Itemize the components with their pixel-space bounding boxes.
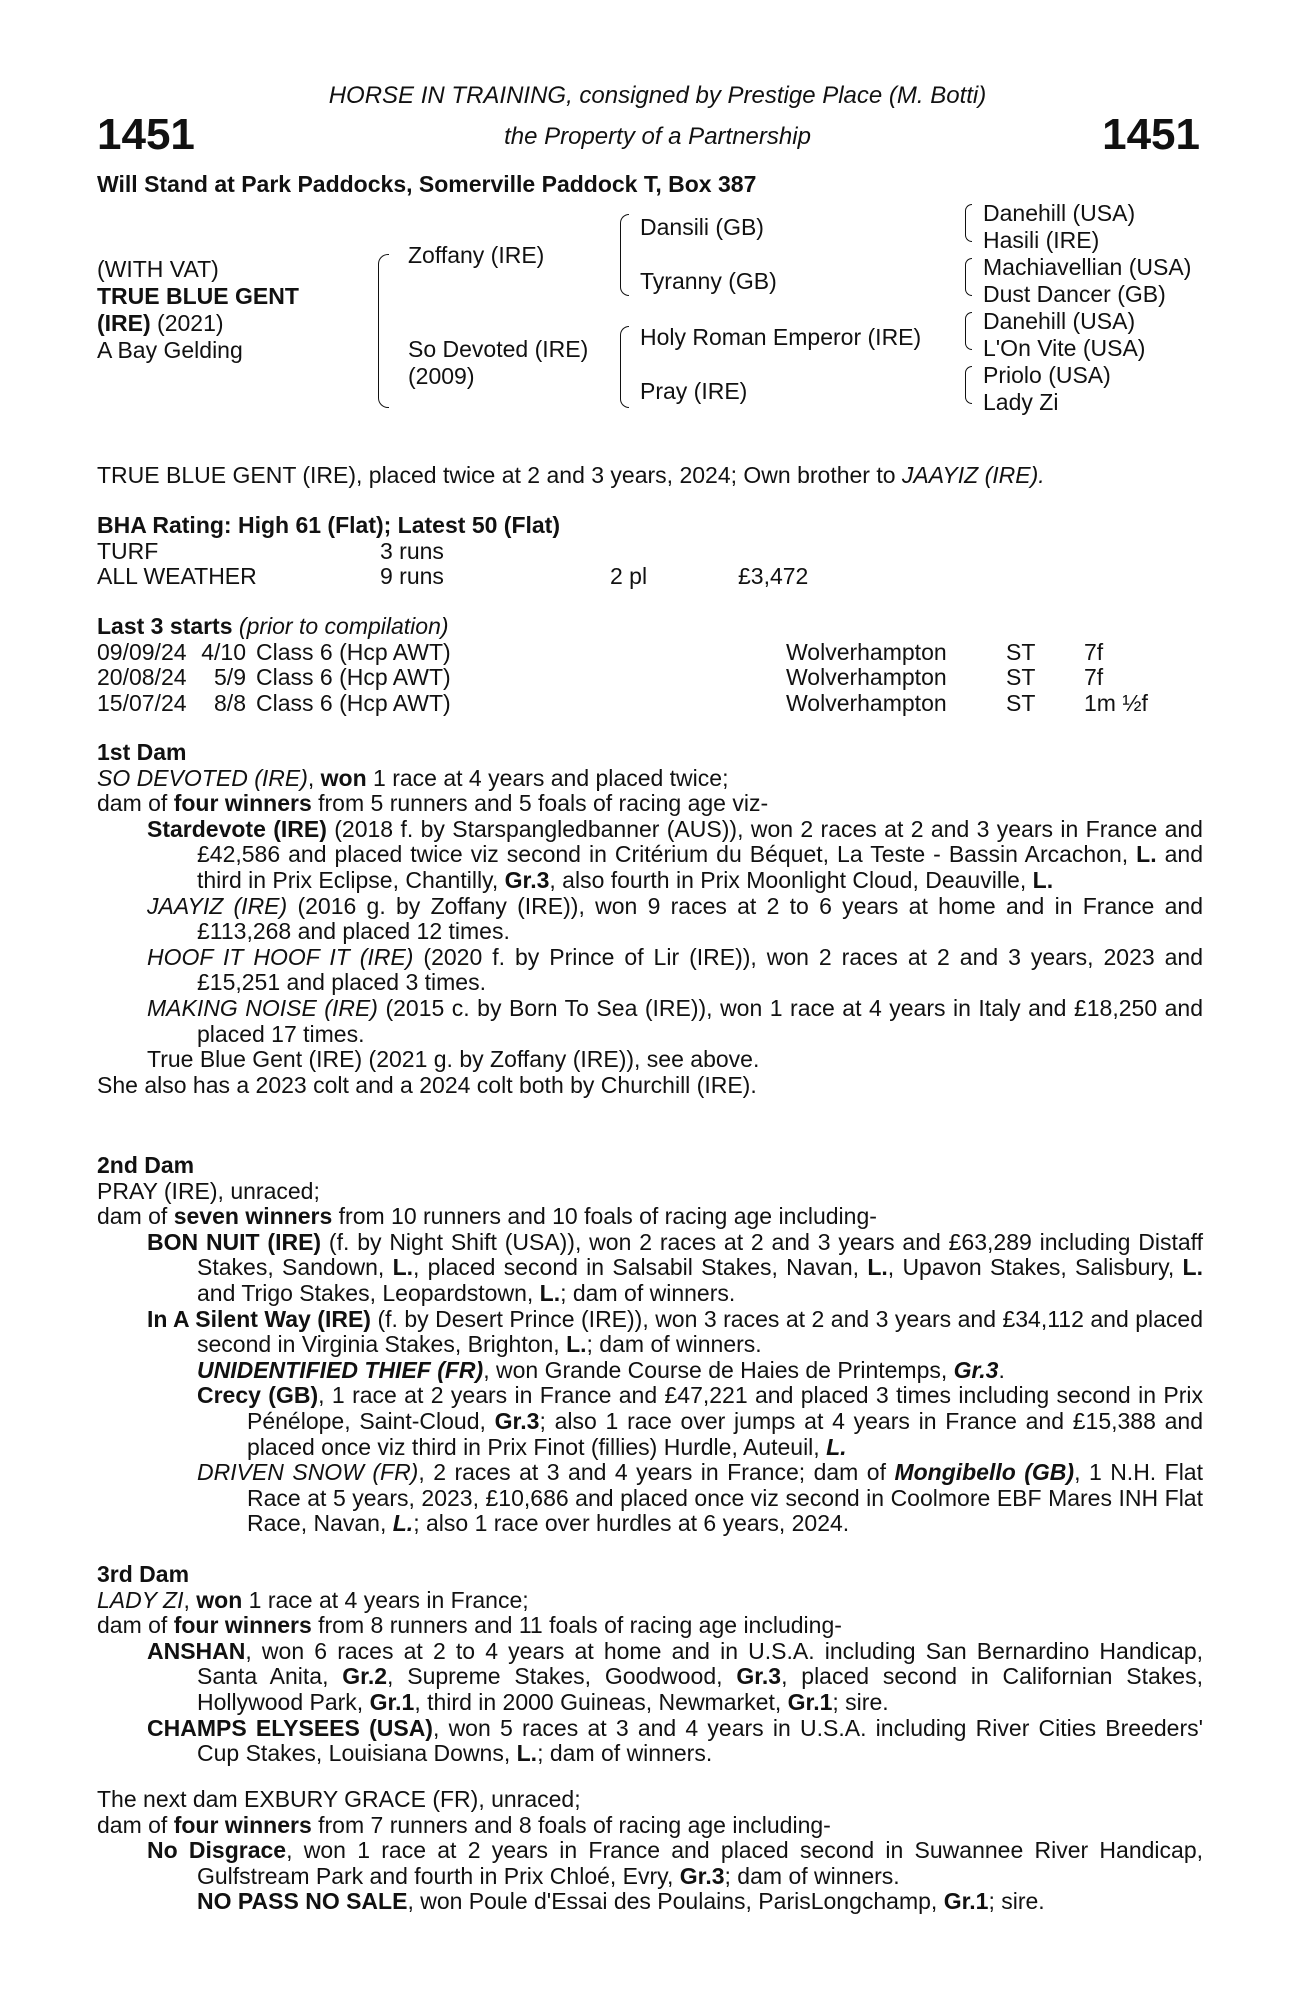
progeny-entry: True Blue Gent (IRE) (2021 g. by Zoffany (IRE)), see above. xyxy=(147,1046,760,1073)
dam-name: SO DEVOTED (IRE) xyxy=(97,764,308,791)
date-cell: 20/08/24 xyxy=(97,664,187,691)
pedigree-brace-main xyxy=(378,254,389,408)
surface-cell: ALL WEATHER xyxy=(97,563,257,590)
progeny-name: Stardevote (IRE) xyxy=(147,815,327,842)
pedigree-brace-sire xyxy=(620,214,629,296)
prize-cell xyxy=(738,539,808,565)
progeny-entry: CHAMPS ELYSEES (USA), won 5 races at 3 and 4 years in U.S.A. including River Cities Breeders' Cup Stakes, Louisiana Downs, L.; dam of winners. xyxy=(147,1714,1204,1767)
first-dam-heading: 1st Dam xyxy=(97,739,187,765)
horse-identity xyxy=(97,256,299,364)
progeny-name: Crecy (GB) xyxy=(197,1382,319,1409)
sire: Zoffany (IRE) xyxy=(408,242,545,268)
location-line: Will Stand at Park Paddocks, Somerville Paddock T, Box 387 xyxy=(97,171,757,197)
progeny-entry: In A Silent Way (IRE) (f. by Desert Prince (IRE)), won 3 races at 2 and 3 years and £34,112 and placed second in Virginia Stakes, Brighton, L.; dam of winners. xyxy=(147,1305,1203,1358)
vat-note: (WITH VAT) xyxy=(97,256,219,282)
title-line: HORSE IN TRAINING, consigned by Prestige Place (M. Botti) xyxy=(328,82,987,109)
winners-count: four winners xyxy=(173,1811,312,1838)
progeny-entry: JAAYIZ (IRE) (2016 g. by Zoffany (IRE)), won 9 races at 2 to 6 years at home and in France and £113,268 and placed 12 times. xyxy=(147,892,1203,945)
second-dam-line: PRAY (IRE), unraced; xyxy=(97,1177,320,1204)
runs-cell: 9 runs xyxy=(380,563,444,590)
grand-progeny-entry: NO PASS NO SALE, won Poule d'Essai des Poulains, ParisLongchamp, Gr.1; sire. xyxy=(197,1888,1045,1915)
third-dam-heading: 3rd Dam xyxy=(97,1561,190,1587)
placed-cell: 2 pl xyxy=(610,563,648,590)
position-cell: 4/10 xyxy=(201,638,246,665)
horse-suffix: (IRE) xyxy=(97,310,151,336)
dam-record: 1 race at 4 years and placed twice; xyxy=(366,764,729,791)
runs-cell: 3 runs xyxy=(380,537,444,564)
grand-dam-4: Lady Zi xyxy=(983,389,1059,415)
progeny-name: NO PASS NO SALE xyxy=(197,1888,408,1915)
progeny-name: ANSHAN xyxy=(147,1637,246,1664)
sire-dam: Tyranny (GB) xyxy=(640,268,777,294)
progeny-name: JAAYIZ (IRE) xyxy=(147,892,288,919)
grand-progeny-entry: Crecy (GB), 1 race at 2 years in France and £47,221 and placed 3 times including second in Prix Pénélope, Saint-Cloud, Gr.3; also 1 race over jumps at 4 years in France and £15,388 and placed once viz third in Prix Finot (fillies) Hurdle, Auteuil, L. xyxy=(197,1382,1204,1460)
sire-sire: Dansili (GB) xyxy=(640,214,764,240)
grand-sire-1: Danehill (USA) xyxy=(983,200,1136,226)
dam-dam: Pray (IRE) xyxy=(640,378,748,404)
table-row xyxy=(97,640,1148,666)
progeny-entry: ANSHAN, won 6 races at 2 to 4 years at home and in U.S.A. including San Bernardino Handicap, Santa Anita, Gr.2, Supreme Stakes, Goodwood, Gr.3, placed second in Californian Stakes, Hollywood Park, Gr.1, third in 2000 Guineas, Newmarket, Gr.1; sire. xyxy=(147,1637,1203,1715)
last-starts-note: (prior to compilation) xyxy=(232,613,449,639)
first-dam-section: 1st Dam SO DEVOTED (IRE), won 1 race at 4 years and placed twice; dam of four winners from 5 runners and 5 foals of racing age viz- Stardevote (IRE) (2018 f. by Starspangledbanner (AUS)), won 2 races at 2 and 3 years in France and £42,586 and placed twice viz second in Critérium du Béquet, La Teste - Bassin Arcachon, L. and third in Prix Eclipse, Chantilly, Gr.3, also fourth in Prix Moonlight Cloud, Deauville, L. JAAYIZ (IRE) (2016 g. by Zoffany (IRE)), won 9 races at 2 to 6 years at home and in France and £113,268 and placed 12 times. HOOF IT HOOF IT (IRE) (2020 f. by Prince of Lir (IRE)), won 2 races at 2 and 3 years, 2023 and £15,251 and placed 3 times. MAKING NOISE (IRE) (2015 c. by Born To Sea (IRE)), won 1 race at 4 years in Italy and £18,250 and placed 17 times. True Blue Gent (IRE) (2021 g. by Zoffany (IRE)), see above. She also has a 2023 colt and a 2024 colt both by Churchill (IRE). xyxy=(97,739,1204,1098)
progeny-entry: MAKING NOISE (IRE) (2015 c. by Born To Sea (IRE)), won 1 race at 4 years in Italy and £18,250 and placed 17 times. xyxy=(147,994,1203,1047)
distance-cell: 1m ½f xyxy=(1084,689,1148,716)
dam-year: (2009) xyxy=(408,363,475,389)
course-cell: Wolverhampton xyxy=(786,638,947,665)
race-cell: Class 6 (Hcp AWT) xyxy=(256,664,451,691)
third-dam-section: 3rd Dam LADY ZI, won 1 race at 4 years in France; dam of four winners from 8 runners and 11 foals of racing age including- ANSHAN, won 6 races at 2 to 4 years at home and in U.S.A. including San Bernardino Handicap, Santa Anita, Gr.2, Supreme Stakes, Goodwood, Gr.3, placed second in Californian Stakes, Hollywood Park, Gr.1, third in 2000 Guineas, Newmarket, Gr.1; sire. CHAMPS ELYSEES (USA), won 5 races at 3 and 4 years in U.S.A. including River Cities Breeders' Cup Stakes, Louisiana Downs, L.; dam of winners. xyxy=(97,1561,1204,1767)
summary-sibling: JAAYIZ (IRE). xyxy=(901,462,1045,488)
last-starts-heading: Last 3 starts xyxy=(97,613,233,639)
horse-name: TRUE BLUE GENT xyxy=(97,283,299,309)
progeny-name: HOOF IT HOOF IT (IRE) xyxy=(147,943,414,970)
progeny-entry: HOOF IT HOOF IT (IRE) (2020 f. by Prince of Lir (IRE)), won 2 races at 2 and 3 years, 2023 and £15,251 and placed 3 times. xyxy=(147,943,1203,996)
lot-number-left: 1451 xyxy=(97,110,195,159)
winners-count: seven winners xyxy=(173,1203,333,1230)
dam: So Devoted (IRE) xyxy=(408,336,589,362)
next-dam-line: The next dam EXBURY GRACE (FR), unraced; xyxy=(97,1786,581,1812)
date-cell: 15/07/24 xyxy=(97,689,187,716)
progeny-entry: No Disgrace, won 1 race at 2 years in France and placed second in Suwannee River Handicap, Gulfstream Park and fourth in Prix Chloé, Evry, Gr.3; dam of winners. xyxy=(147,1837,1203,1889)
date-cell: 09/09/24 xyxy=(97,638,187,665)
position-cell: 8/8 xyxy=(214,689,246,716)
progeny-entry: Stardevote (IRE) (2018 f. by Starspangledbanner (AUS)), won 2 races at 2 and 3 years in France and £42,586 and placed twice viz second in Critérium du Béquet, La Teste - Bassin Arcachon, L. and third in Prix Eclipse, Chantilly, Gr.3, also fourth in Prix Moonlight Cloud, Deauville, L. xyxy=(147,815,1204,893)
progeny-name: In A Silent Way (IRE) xyxy=(147,1305,371,1332)
property-line: the Property of a Partnership xyxy=(504,123,811,150)
dam-of-text: dam of xyxy=(97,790,174,817)
grand-dam-1: Hasili (IRE) xyxy=(983,227,1100,253)
rating-heading: BHA Rating: High 61 (Flat); Latest 50 (Flat) xyxy=(97,512,560,538)
progeny-entry: BON NUIT (IRE) (f. by Night Shift (USA)), won 2 races at 2 and 3 years and £63,289 including Distaff Stakes, Sandown, L., placed second in Salsabil Stakes, Navan, L., Upavon Stakes, Salisbury, L. and Trigo Stakes, Leopardstown, L.; dam of winners. xyxy=(147,1228,1203,1306)
pedigree-brace-g1 xyxy=(965,204,972,242)
dam-of-rest: from 5 runners and 5 foals of racing age viz- xyxy=(311,790,769,817)
progeny-name: No Disgrace xyxy=(147,1837,287,1864)
also-note: She also has a 2023 colt and a 2024 colt both by Churchill (IRE). xyxy=(97,1071,757,1098)
position-cell: 5/9 xyxy=(214,664,246,691)
lot-number-right: 1451 xyxy=(1102,110,1200,159)
last-starts-table xyxy=(97,640,1148,717)
pedigree-brace-g2 xyxy=(965,258,972,296)
horse-year: (2021) xyxy=(150,310,224,336)
going-cell: ST xyxy=(1006,689,1036,716)
summary xyxy=(97,463,1203,489)
horse-description: A Bay Gelding xyxy=(97,337,243,363)
progeny-name: BON NUIT (IRE) xyxy=(147,1228,322,1255)
grand-sire-4: Priolo (USA) xyxy=(983,362,1111,388)
distance-cell: 7f xyxy=(1084,638,1104,665)
surface-cell: TURF xyxy=(97,537,159,564)
dam-name: LADY ZI xyxy=(97,1586,184,1613)
placed-cell xyxy=(610,539,738,565)
pedigree-brace-g3 xyxy=(965,312,972,350)
going-cell: ST xyxy=(1006,664,1036,691)
table-row xyxy=(97,691,1148,717)
second-dam-heading: 2nd Dam xyxy=(97,1152,195,1178)
winners-count: four winners xyxy=(173,790,312,817)
progeny-name: MAKING NOISE (IRE) xyxy=(147,994,378,1021)
second-dam-section: 2nd Dam PRAY (IRE), unraced; dam of seven winners from 10 runners and 10 foals of racing age including- BON NUIT (IRE) (f. by Night Shift (USA)), won 2 races at 2 and 3 years and £63,289 including Distaff Stakes, Sandown, L., placed second in Salsabil Stakes, Navan, L., Upavon Stakes, Salisbury, L. and Trigo Stakes, Leopardstown, L.; dam of winners. In A Silent Way (IRE) (f. by Desert Prince (IRE)), won 3 races at 2 and 3 years and £34,112 and placed second in Virginia Stakes, Brighton, L.; dam of winners. UNIDENTIFIED THIEF (FR), won Grande Course de Haies de Printemps, Gr.3. Crecy (GB), 1 race at 2 years in France and £47,221 and placed 3 times including second in Prix Pénélope, Saint-Cloud, Gr.3; also 1 race over jumps at 4 years in France and £15,388 and placed once viz third in Prix Finot (fillies) Hurdle, Auteuil, L. DRIVEN SNOW (FR), 2 races at 3 and 4 years in France; dam of Mongibello (GB), 1 N.H. Flat Race at 5 years, 2023, £10,686 and placed once viz second in Coolmore EBF Mares INH Flat Race, Navan, L.; also 1 race over hurdles at 6 years, 2024. xyxy=(97,1152,1204,1537)
progeny-name: CHAMPS ELYSEES (USA) xyxy=(147,1714,433,1741)
won-label: won xyxy=(320,764,367,791)
last-starts-section xyxy=(97,614,1203,716)
table-row xyxy=(97,539,808,565)
grand-progeny-entry: UNIDENTIFIED THIEF (FR), won Grande Course de Haies de Printemps, Gr.3. xyxy=(197,1356,1005,1383)
next-dam-section: The next dam EXBURY GRACE (FR), unraced; dam of four winners from 7 runners and 8 foals of racing age including- No Disgrace, won 1 race at 2 years in France and placed second in Suwannee River Handicap, Gulfstream Park and fourth in Prix Chloé, Evry, Gr.3; dam of winners. NO PASS NO SALE, won Poule d'Essai des Poulains, ParisLongchamp, Gr.1; sire. xyxy=(97,1786,1203,1915)
winners-count: four winners xyxy=(173,1612,312,1639)
race-cell: Class 6 (Hcp AWT) xyxy=(256,638,451,665)
grand-progeny-entry: DRIVEN SNOW (FR), 2 races at 3 and 4 years in France; dam of Mongibello (GB), 1 N.H. Flat Race at 5 years, 2023, £10,686 and placed once viz second in Coolmore EBF Mares INH Flat Race, Navan, L.; also 1 race over hurdles at 6 years, 2024. xyxy=(197,1459,1203,1537)
going-cell: ST xyxy=(1006,638,1036,665)
dam-sire: Holy Roman Emperor (IRE) xyxy=(640,324,922,350)
summary-text: TRUE BLUE GENT (IRE), placed twice at 2 and 3 years, 2024; Own brother to xyxy=(97,462,902,488)
prize-cell: £3,472 xyxy=(738,563,809,590)
pedigree-brace-g4 xyxy=(965,366,972,404)
rating-section xyxy=(97,513,1203,590)
grand-dam-2: Dust Dancer (GB) xyxy=(983,281,1166,307)
progeny-name: UNIDENTIFIED THIEF (FR) xyxy=(197,1356,484,1383)
grand-dam-3: L'On Vite (USA) xyxy=(983,335,1146,361)
table-row xyxy=(97,665,1148,691)
pedigree-brace-dam xyxy=(620,326,629,408)
distance-cell: 7f xyxy=(1084,664,1104,691)
grand-sire-2: Machiavellian (USA) xyxy=(983,254,1192,280)
course-cell: Wolverhampton xyxy=(786,664,947,691)
table-row xyxy=(97,564,808,590)
progeny-name: DRIVEN SNOW (FR) xyxy=(197,1459,419,1486)
grand-sire-3: Danehill (USA) xyxy=(983,308,1136,334)
runs-table xyxy=(97,539,808,590)
course-cell: Wolverhampton xyxy=(786,689,947,716)
race-cell: Class 6 (Hcp AWT) xyxy=(256,689,451,716)
